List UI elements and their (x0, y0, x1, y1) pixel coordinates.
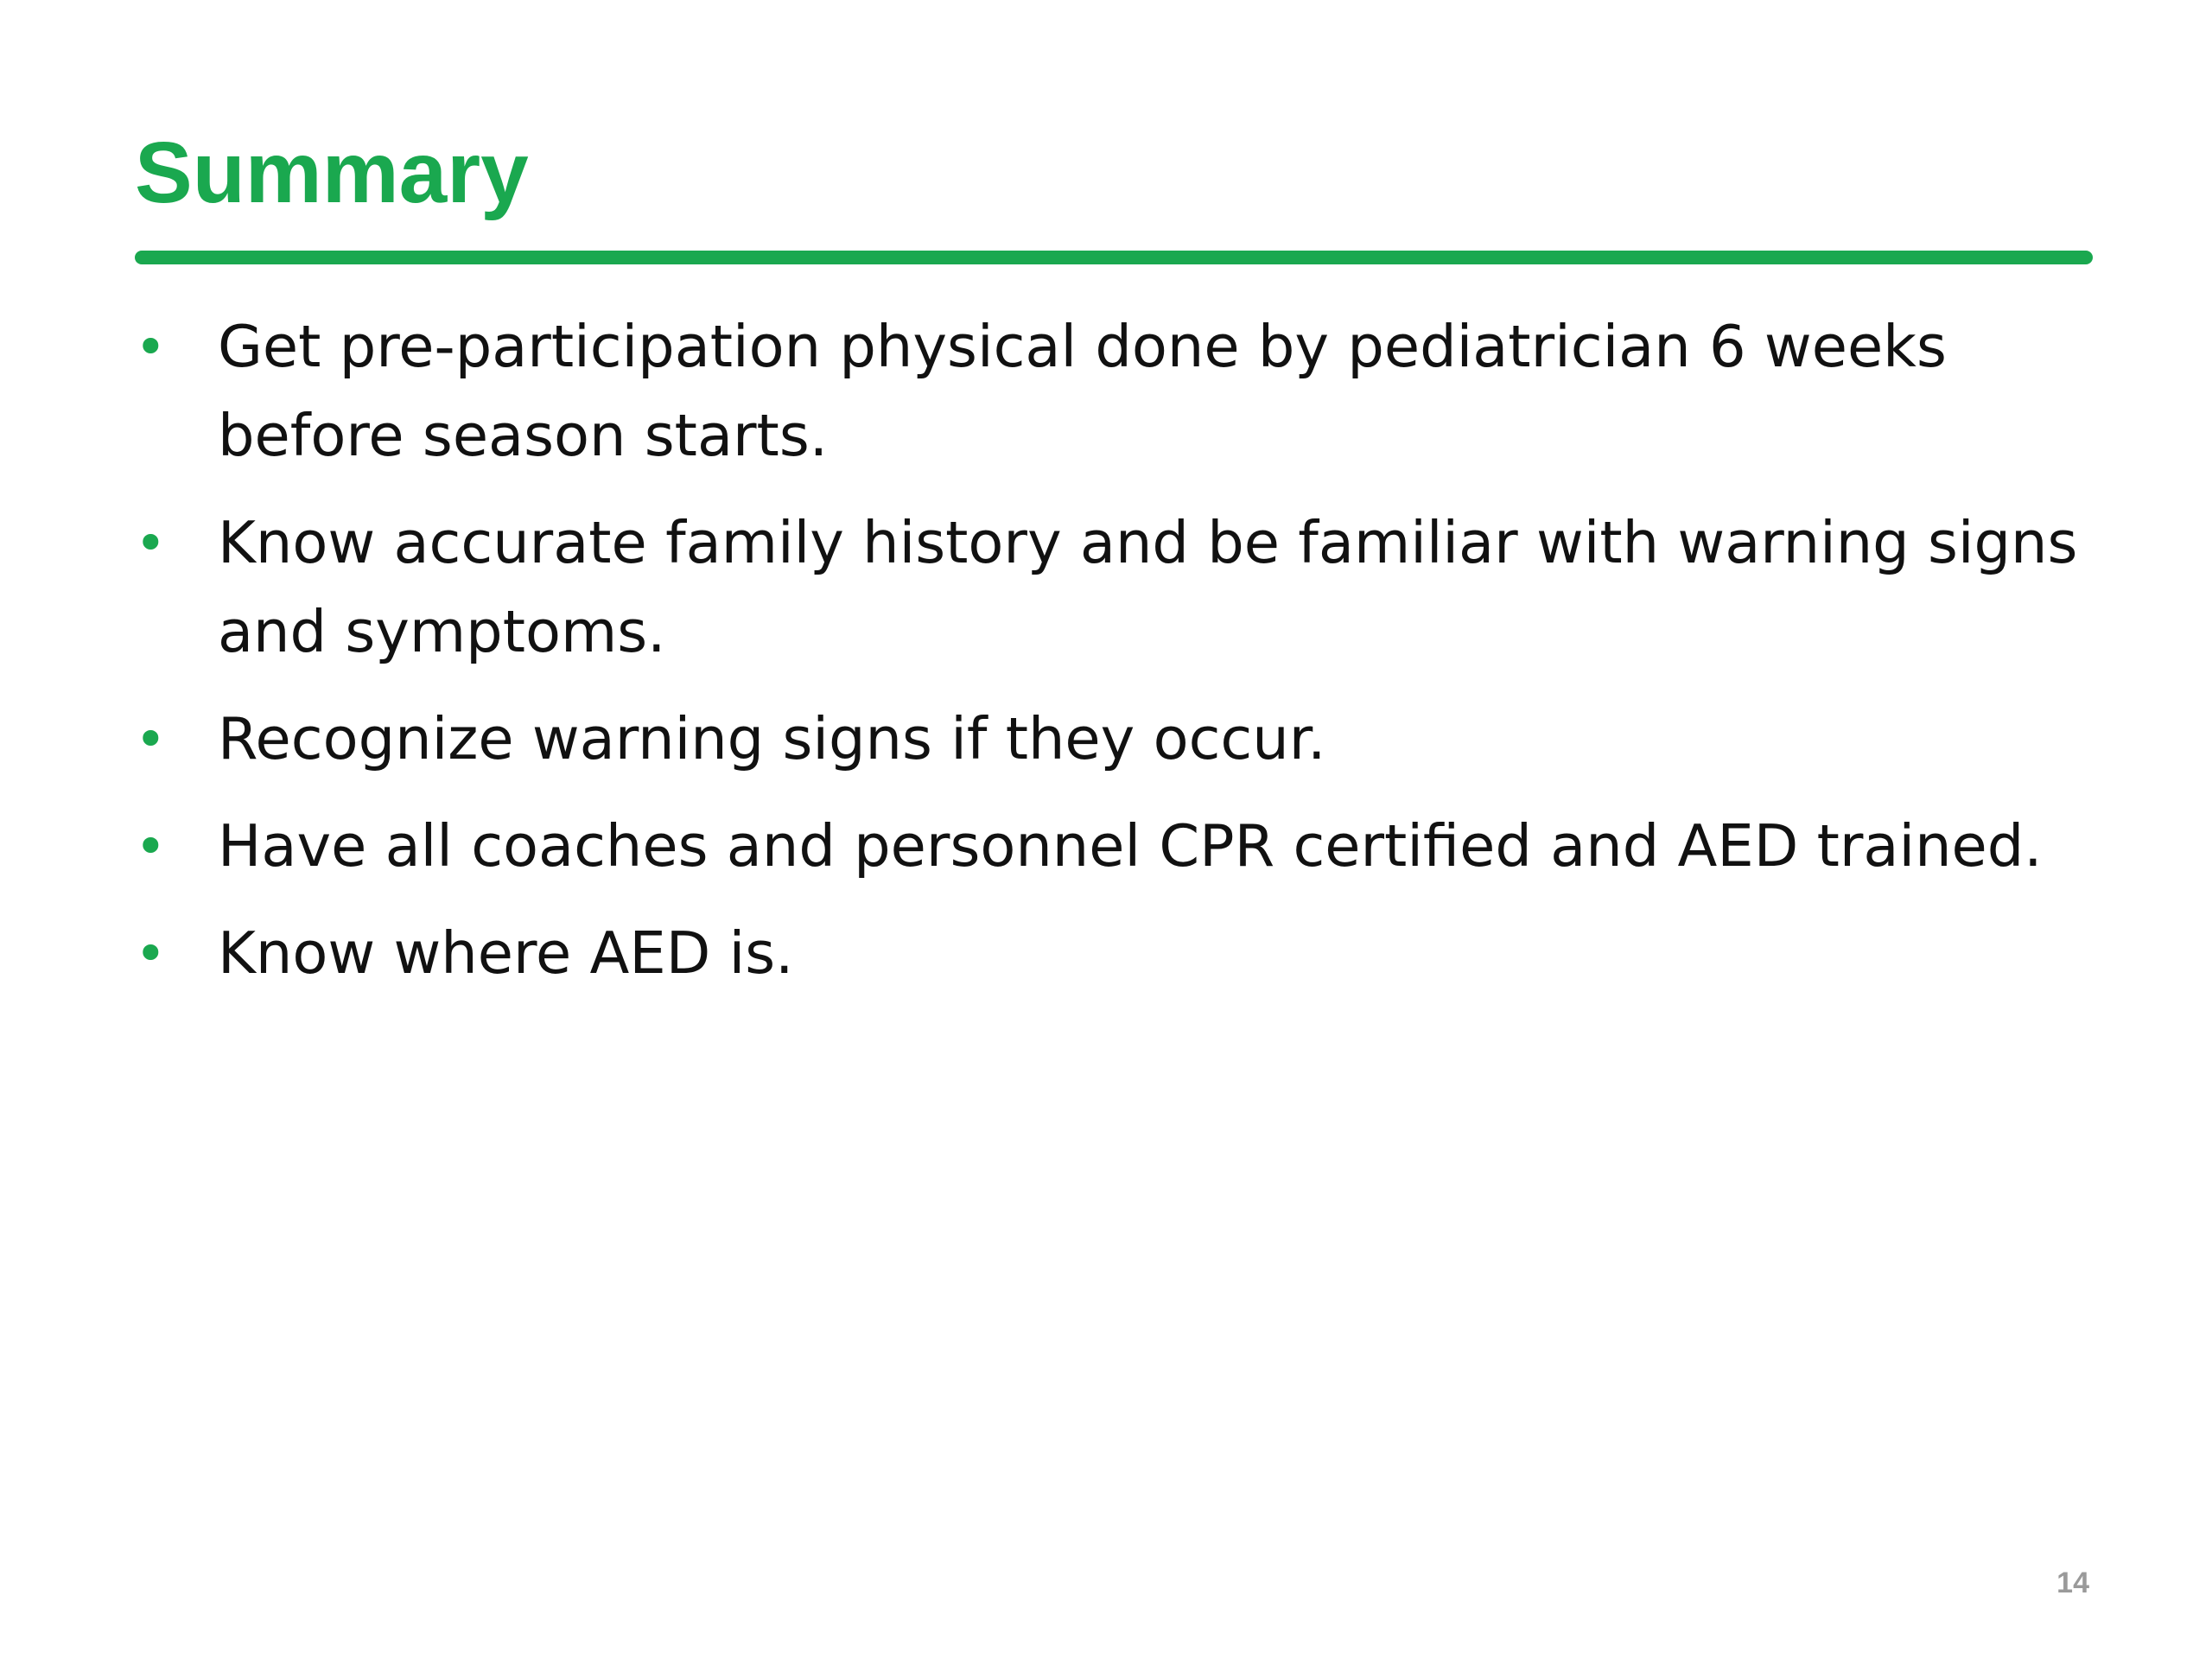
bullet-text: Get pre-participation physical done by pediatrician 6 weeks before season starts. (218, 313, 1947, 469)
list-item (130, 695, 2108, 784)
bullet-dot-icon: • (135, 315, 167, 378)
bullet-dot-icon: • (135, 815, 167, 878)
bullet-text: Know accurate family history and be familiar with warning signs and symptoms. (218, 509, 2078, 665)
page-number: 14 (2056, 1567, 2089, 1599)
slide-title: Summary (135, 124, 529, 221)
bullet-text: Recognize warning signs if they occur. (218, 705, 1326, 772)
list-item (130, 802, 2108, 891)
bullet-text: Have all coaches and personnel CPR certified and AED trained. (218, 812, 2043, 880)
bullet-dot-icon: • (135, 708, 167, 771)
list-item (130, 909, 2108, 998)
list-item (130, 499, 2108, 677)
bullet-text: Know where AED is. (218, 919, 794, 987)
title-underline (135, 251, 2093, 264)
bullet-dot-icon: • (135, 512, 167, 575)
bullet-list (130, 302, 2108, 1016)
bullet-dot-icon: • (135, 922, 167, 985)
list-item (130, 302, 2108, 480)
